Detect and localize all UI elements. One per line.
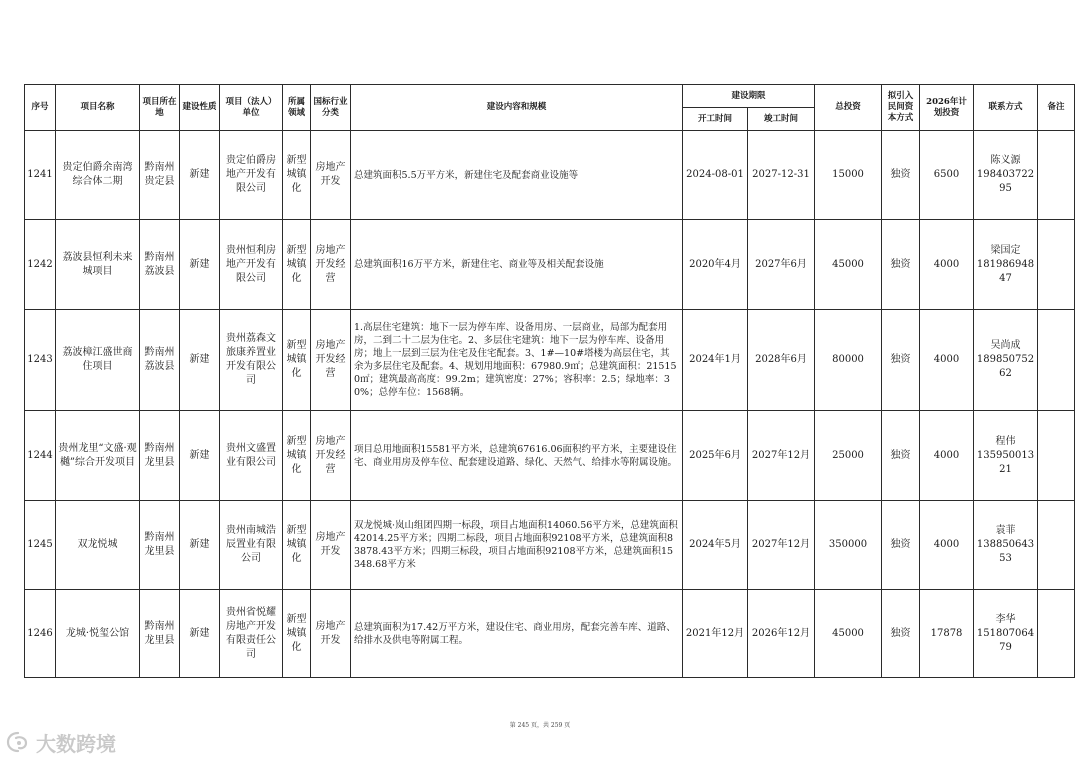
contact-name: 梁国定 bbox=[990, 244, 1021, 256]
project-table bbox=[24, 84, 1075, 678]
cell-remark bbox=[1038, 131, 1075, 220]
cell-contact bbox=[974, 220, 1038, 310]
cell-nature: 新建 bbox=[180, 590, 220, 678]
contact-phone: 15180706479 bbox=[976, 627, 1035, 653]
cell-mode: 独资 bbox=[882, 310, 920, 411]
contact-name: 陈义源 bbox=[990, 155, 1021, 166]
cell-contact bbox=[974, 501, 1038, 590]
table-row bbox=[25, 501, 1075, 590]
contact-phone: 13595001321 bbox=[976, 449, 1035, 475]
table-row bbox=[25, 590, 1075, 678]
cell-contact bbox=[974, 310, 1038, 411]
cell-seq: 1244 bbox=[25, 411, 56, 501]
header-name: 项目名称 bbox=[56, 85, 140, 131]
cell-end: 2028年6月 bbox=[748, 310, 815, 411]
cell-end: 2027-12-31 bbox=[748, 131, 815, 220]
header-location: 项目所在地 bbox=[140, 85, 180, 131]
cell-nature: 新建 bbox=[180, 310, 220, 411]
cell-plan: 17878 bbox=[920, 590, 974, 678]
header-industry: 国标行业分类 bbox=[311, 85, 351, 131]
cell-industry: 房地产开发经营 bbox=[311, 220, 351, 310]
header-nature: 建设性质 bbox=[180, 85, 220, 131]
cell-seq: 1242 bbox=[25, 220, 56, 310]
watermark bbox=[6, 728, 116, 756]
cell-unit: 贵州南城浩辰置业有限公司 bbox=[220, 501, 283, 590]
cell-content: 总建筑面积16万平方米，新建住宅、商业等及相关配套设施 bbox=[351, 220, 683, 310]
cell-remark bbox=[1038, 220, 1075, 310]
cell-name: 贵州龙里“文盛·观樾”综合开发项目 bbox=[56, 411, 140, 501]
cell-remark bbox=[1038, 411, 1075, 501]
cell-nature: 新建 bbox=[180, 501, 220, 590]
table-row bbox=[25, 310, 1075, 411]
contact-phone: 18198694847 bbox=[976, 258, 1035, 284]
header-period: 建设期限 bbox=[683, 85, 815, 108]
contact-phone: 18985075262 bbox=[976, 354, 1035, 379]
cell-mode: 独资 bbox=[882, 131, 920, 220]
cell-invest: 25000 bbox=[815, 411, 882, 501]
header-unit: 项目（法人）单位 bbox=[220, 85, 283, 131]
cell-industry: 房地产开发 bbox=[311, 590, 351, 678]
cell-name: 双龙悦城 bbox=[56, 501, 140, 590]
header-plan: 2026年计划投资 bbox=[920, 85, 974, 131]
cell-invest: 80000 bbox=[815, 310, 882, 411]
header-seq: 序号 bbox=[25, 85, 56, 131]
cell-name: 龙城·悦玺公馆 bbox=[56, 590, 140, 678]
cell-content: 总建筑面积为17.42万平方米，建设住宅、商业用房，配套完善车库、道路、给排水及供电等附属工程。 bbox=[351, 590, 683, 678]
cell-nature: 新建 bbox=[180, 220, 220, 310]
cell-name: 贵定伯爵余南湾综合体二期 bbox=[56, 131, 140, 220]
cell-contact bbox=[974, 131, 1038, 220]
watermark-logo-icon bbox=[6, 730, 32, 754]
cell-industry: 房地产开发经营 bbox=[311, 411, 351, 501]
cell-unit: 贵州文盛置业有限公司 bbox=[220, 411, 283, 501]
cell-seq: 1246 bbox=[25, 590, 56, 678]
table-row bbox=[25, 131, 1075, 220]
header-content: 建设内容和规模 bbox=[351, 85, 683, 131]
cell-content: 项目总用地面积15581平方米，总建筑67616.06面积约平方米，主要建设住宅、商业用房及停车位、配套建设道路、绿化、天然气、给排水等附属设施。 bbox=[351, 411, 683, 501]
cell-plan: 4000 bbox=[920, 501, 974, 590]
cell-plan: 4000 bbox=[920, 411, 974, 501]
header-field: 所属领域 bbox=[283, 85, 311, 131]
cell-content: 总建筑面积5.5万平方米，新建住宅及配套商业设施等 bbox=[351, 131, 683, 220]
cell-start: 2020年4月 bbox=[683, 220, 748, 310]
cell-start: 2024年1月 bbox=[683, 310, 748, 411]
cell-location: 黔南州龙里县 bbox=[140, 590, 180, 678]
cell-name: 荔波县恒利未来城项目 bbox=[56, 220, 140, 310]
cell-mode: 独资 bbox=[882, 411, 920, 501]
cell-seq: 1245 bbox=[25, 501, 56, 590]
cell-plan: 4000 bbox=[920, 220, 974, 310]
cell-plan: 4000 bbox=[920, 310, 974, 411]
header-end: 竣工时间 bbox=[748, 108, 815, 131]
cell-industry: 房地产开发 bbox=[311, 501, 351, 590]
cell-contact bbox=[974, 411, 1038, 501]
cell-plan: 6500 bbox=[920, 131, 974, 220]
cell-start: 2024年5月 bbox=[683, 501, 748, 590]
cell-seq: 1241 bbox=[25, 131, 56, 220]
contact-phone: 19840372295 bbox=[976, 169, 1035, 194]
cell-remark bbox=[1038, 590, 1075, 678]
cell-remark bbox=[1038, 501, 1075, 590]
cell-field: 新型城镇化 bbox=[283, 131, 311, 220]
cell-end: 2027年12月 bbox=[748, 501, 815, 590]
table-row bbox=[25, 220, 1075, 310]
cell-contact bbox=[974, 590, 1038, 678]
cell-start: 2024-08-01 bbox=[683, 131, 748, 220]
cell-end: 2027年12月 bbox=[748, 411, 815, 501]
cell-content: 双龙悦城·岚山组团四期一标段，项目占地面积14060.56平方米，总建筑面积42014.25平方米；四期二标段，项目占地面积92108平方米，总建筑面积83878.43平方米；四期三标段，项目占地面积92108平方米，总建筑面积15348.68平方米 bbox=[351, 501, 683, 590]
cell-end: 2027年6月 bbox=[748, 220, 815, 310]
cell-unit: 贵定伯爵房地产开发有限公司 bbox=[220, 131, 283, 220]
cell-nature: 新建 bbox=[180, 131, 220, 220]
cell-unit: 贵州恒利房地产开发有限公司 bbox=[220, 220, 283, 310]
contact-phone: 13885064353 bbox=[976, 539, 1035, 564]
cell-seq: 1243 bbox=[25, 310, 56, 411]
cell-start: 2025年6月 bbox=[683, 411, 748, 501]
cell-location: 黔南州荔波县 bbox=[140, 310, 180, 411]
cell-field: 新型城镇化 bbox=[283, 310, 311, 411]
cell-industry: 房地产开发 bbox=[311, 131, 351, 220]
cell-field: 新型城镇化 bbox=[283, 220, 311, 310]
header-contact: 联系方式 bbox=[974, 85, 1038, 131]
header-remark: 备注 bbox=[1038, 85, 1075, 131]
cell-location: 黔南州龙里县 bbox=[140, 501, 180, 590]
cell-field: 新型城镇化 bbox=[283, 590, 311, 678]
cell-location: 黔南州荔波县 bbox=[140, 220, 180, 310]
header-invest: 总投资 bbox=[815, 85, 882, 131]
cell-invest: 45000 bbox=[815, 220, 882, 310]
cell-unit: 贵州省悦耀房地产开发有限责任公司 bbox=[220, 590, 283, 678]
cell-invest: 15000 bbox=[815, 131, 882, 220]
page-footer: 第 245 页，共 259 页 bbox=[509, 722, 571, 729]
cell-invest: 45000 bbox=[815, 590, 882, 678]
cell-location: 黔南州龙里县 bbox=[140, 411, 180, 501]
header-start: 开工时间 bbox=[683, 108, 748, 131]
cell-nature: 新建 bbox=[180, 411, 220, 501]
cell-field: 新型城镇化 bbox=[283, 501, 311, 590]
header-mode: 拟引入民间资本方式 bbox=[882, 85, 920, 131]
cell-content: 1.高层住宅建筑：地下一层为停车库、设备用房、一层商业，局部为配套用房，二到二十二层为住宅。2、多层住宅建筑：地下一层为停车库、设备用房；地上一层到三层为住宅及住宅配套。3、1#—10#塔楼为高层住宅，其余为多层住宅及配套。4、规划用地面积：67980.9㎡；总建筑面积：215150㎡；建筑最高高度：99.2m；建筑密度：27%；容积率：2.5；绿地率：30%；总停车位：1568辆。 bbox=[351, 310, 683, 411]
cell-remark bbox=[1038, 310, 1075, 411]
cell-mode: 独资 bbox=[882, 590, 920, 678]
watermark-text: 大数跨境 bbox=[36, 731, 116, 756]
cell-end: 2026年12月 bbox=[748, 590, 815, 678]
cell-invest: 350000 bbox=[815, 501, 882, 590]
contact-name: 袁菲 bbox=[995, 525, 1016, 536]
contact-name: 吴尚成 bbox=[990, 340, 1021, 351]
contact-name: 程伟 bbox=[995, 435, 1016, 447]
cell-mode: 独资 bbox=[882, 220, 920, 310]
cell-location: 黔南州贵定县 bbox=[140, 131, 180, 220]
cell-field: 新型城镇化 bbox=[283, 411, 311, 501]
table-row bbox=[25, 411, 1075, 501]
cell-industry: 房地产开发经营 bbox=[311, 310, 351, 411]
cell-start: 2021年12月 bbox=[683, 590, 748, 678]
contact-name: 李华 bbox=[995, 613, 1016, 625]
cell-unit: 贵州荔森文旅康养置业开发有限公司 bbox=[220, 310, 283, 411]
cell-mode: 独资 bbox=[882, 501, 920, 590]
cell-name: 荔波樟江盛世商住项目 bbox=[56, 310, 140, 411]
